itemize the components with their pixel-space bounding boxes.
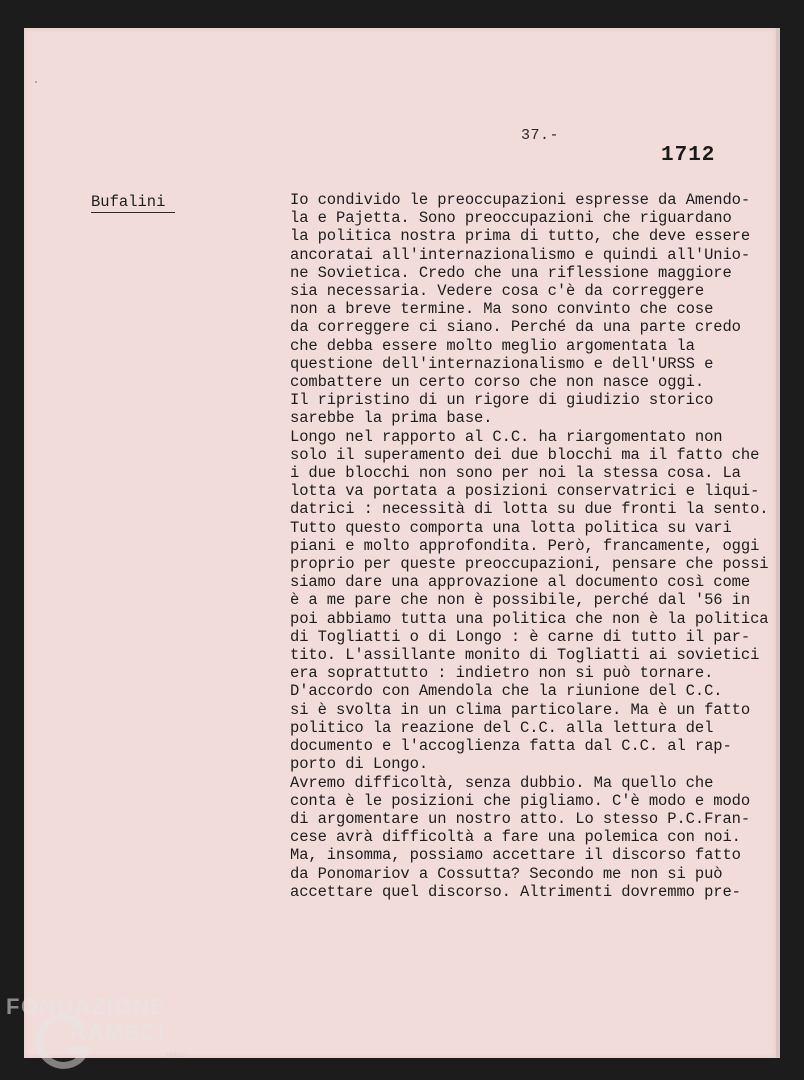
archive-number: 1712 [661, 144, 716, 167]
speaker-name: Bufalini [91, 193, 175, 213]
text-line: Ma, insomma, possiamo accettare il discorso fatto [290, 846, 741, 865]
watermark-subtitle: RAMSCI [70, 1020, 166, 1045]
text-line: ancoratai all'internazionalismo e quindi all'Unio- [290, 245, 751, 264]
text-line: da correggere ci siano. Perché da una parte credo [290, 318, 741, 337]
text-line: era soprattutto : indietro non si può tornare. [290, 664, 714, 683]
text-line: Longo nel rapporto al C.C. ha riargomentato non [290, 427, 723, 446]
watermark-onlus: onlus [166, 1050, 186, 1059]
text-line: conta è le posizioni che pigliamo. C'è modo e modo [290, 791, 751, 810]
text-line: siamo dare una approvazione al documento così come [290, 573, 751, 592]
text-line: questione dell'internazionalismo e dell'URSS e [290, 354, 714, 373]
text-line: cese avrà difficoltà a fare una polemica con noi. [290, 828, 741, 847]
text-line: i due blocchi non sono per noi la stessa cosa. La [290, 464, 741, 483]
text-line: accettare quel discorso. Altrimenti dovremmo pre- [290, 882, 741, 901]
text-line: di Togliatti o di Longo : è carne di tutto il par- [290, 627, 751, 646]
text-line: non a breve termine. Ma sono convinto che cose [290, 300, 714, 319]
text-line: la politica nostra prima di tutto, che deve essere [290, 227, 751, 246]
text-line: documento e l'accoglienza fatta dal C.C. al rap- [290, 737, 732, 756]
text-line: si è svolta in un clima particolare. Ma è un fatto [290, 700, 751, 719]
text-line: D'accordo con Amendola che la riunione del C.C. [290, 682, 723, 701]
text-line: porto di Longo. [290, 755, 429, 774]
text-line: sarebbe la prima base. [290, 409, 493, 428]
text-line: solo il superamento dei due blocchi ma il fatto che [290, 445, 760, 464]
text-line: Avremo difficoltà, senza dubbio. Ma quello che [290, 773, 714, 792]
text-line: lotta va portata a posizioni conservatrici e liqui- [290, 482, 760, 501]
text-line: ne Sovietica. Credo che una riflessione maggiore [290, 263, 732, 282]
fondazione-gramsci-watermark [6, 994, 206, 1074]
text-line: Tutto questo comporta una lotta politica su vari [290, 518, 732, 537]
text-line: combattere un certo corso che non nasce oggi. [290, 373, 705, 392]
text-line: sia necessaria. Vedere cosa c'è da correggere [290, 282, 705, 301]
text-line: datrici : necessità di lotta su due fronti la sento. [290, 500, 769, 519]
text-line: tito. L'assillante monito di Togliatti ai sovietici [290, 646, 760, 665]
text-line: Io condivido le preoccupazioni espresse da Amendo- [290, 191, 751, 209]
watermark-title: FONDAZIONE [6, 994, 167, 1019]
text-line: da Ponomariov a Cossutta? Secondo me non si può [290, 864, 723, 883]
text-line: di argomentare un nostro atto. Lo stesso P.C.Fran- [290, 809, 751, 828]
text-line: politico la reazione del C.C. alla lettura del [290, 718, 714, 737]
scan-speck [35, 81, 37, 83]
text-line: che debba essere molto meglio argomentata la [290, 336, 695, 355]
text-line: la e Pajetta. Sono preoccupazioni che riguardano [290, 209, 732, 228]
text-line: è a me pare che non è possibile, perché dal '56 in [290, 591, 751, 610]
speech-text [290, 191, 780, 901]
page-number: 37.- [521, 127, 560, 144]
text-line: piani e molto approfondita. Però, francamente, oggi [290, 536, 760, 555]
text-line: proprio per queste preoccupazioni, pensare che possi [290, 555, 769, 574]
text-line: Il ripristino di un rigore di giudizio storico [290, 391, 714, 410]
text-line: poi abbiamo tutta una politica che non è la politica [290, 609, 769, 628]
